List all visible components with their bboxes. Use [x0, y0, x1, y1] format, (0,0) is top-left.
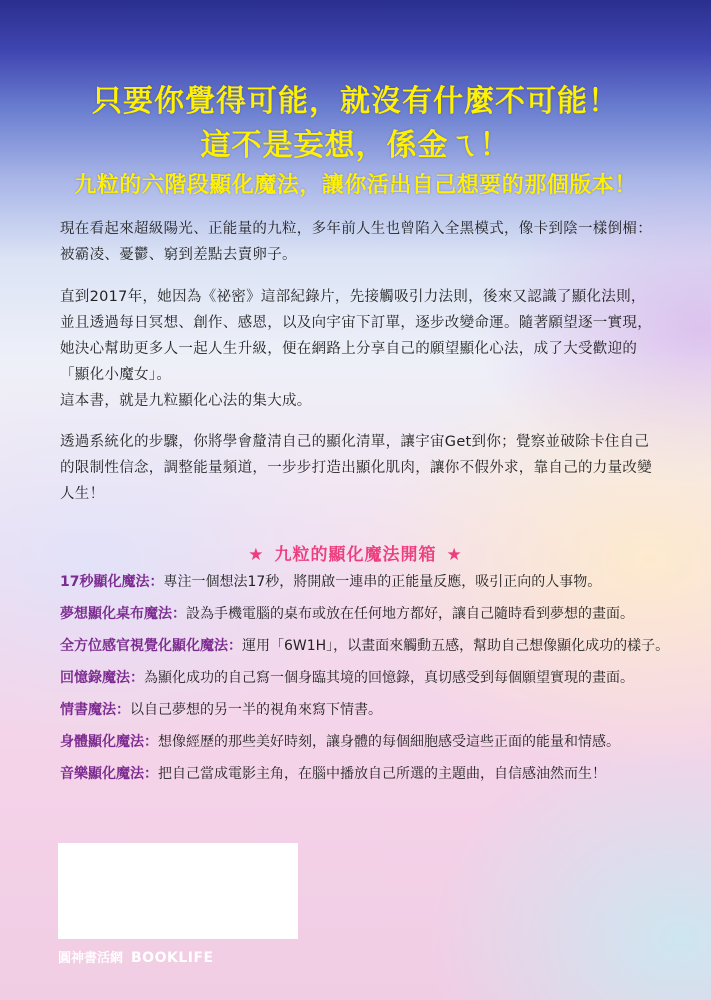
method-name: 身體顯化魔法： — [60, 734, 158, 750]
section-title — [0, 540, 711, 565]
booklife-logo: BOOKLIFE — [131, 950, 214, 966]
intro-paragraph: 現在看起來超級陽光、正能量的九粒，多年前人生也曾陷入全黑模式，像卡到陰一樣倒楣：被霸凌、憂鬱、窮到差點去賣卵子。 — [60, 221, 652, 263]
summary-paragraph: 這本書，就是九粒顯化心法的集大成。 — [60, 393, 312, 409]
story-paragraph: 直到2017年，她因為《祕密》這部紀錄片，先接觸吸引力法則，後來又認識了顯化法則，並且透過每日冥想、創作、感恩，以及向宇宙下訂單，逐步改變命運。隨著願望逐一實現，她決心幫助更多人一起人生升級，便在網路上分享自己的願望顯化心法，成了大受歡迎的「顯化小魔女」。 — [60, 289, 652, 383]
method-desc: 把自己當成電影主角，在腦中播放自己所選的主題曲，自信感油然而生！ — [158, 766, 606, 782]
method-desc: 以自己夢想的另一半的視角來寫下情書。 — [130, 702, 382, 718]
method-item — [60, 700, 680, 732]
method-name: 情書魔法： — [60, 702, 130, 718]
method-item — [60, 732, 680, 764]
publisher-name: 圓神書活網 — [58, 951, 124, 966]
method-item — [60, 572, 680, 604]
star-icon: ★ — [248, 545, 265, 565]
benefit-paragraph: 透過系統化的步驟，你將學會釐清自己的顯化清單，讓宇宙Get到你；覺察並破除卡住自己的限制性信念，調整能量頻道，一步步打造出顯化肌肉，讓你不假外求，靠自己的力量改變人生！ — [60, 434, 652, 502]
method-item — [60, 668, 680, 700]
method-desc: 專注一個想法17秒，將開啟一連串的正能量反應，吸引正向的人事物。 — [163, 574, 602, 590]
section-title-text: 九粒的顯化魔法開箱 — [274, 545, 437, 565]
star-icon: ★ — [446, 545, 463, 565]
method-desc: 想像經歷的那些美好時刻，讓身體的每個細胞感受這些正面的能量和情感。 — [158, 734, 620, 750]
headline-secondary: 這不是妄想，係金ㄟ！ — [200, 128, 511, 163]
method-desc: 為顯化成功的自己寫一個身臨其境的回憶錄，真切感受到每個願望實現的畫面。 — [144, 670, 634, 686]
headline-main: 只要你覺得可能，就沒有什麼不可能！ — [92, 84, 619, 119]
method-desc: 設為手機電腦的桌布或放在任何地方都好，讓自己隨時看到夢想的畫面。 — [186, 606, 634, 622]
publisher-footer — [58, 947, 214, 966]
method-list — [60, 572, 680, 796]
method-item — [60, 636, 680, 668]
method-name: 夢想顯化桌布魔法： — [60, 606, 186, 622]
method-item — [60, 764, 680, 796]
method-name: 全方位感官視覺化顯化魔法： — [60, 638, 242, 654]
barcode-area — [58, 843, 298, 939]
method-name: 回憶錄魔法： — [60, 670, 144, 686]
method-item — [60, 604, 680, 636]
method-desc: 運用「6W1H」，以畫面來觸動五感，幫助自己想像顯化成功的樣子。 — [242, 638, 670, 654]
headline-tagline: 九粒的六階段顯化魔法，讓你活出自己想要的那個版本！ — [74, 173, 637, 198]
method-name: 音樂顯化魔法： — [60, 766, 158, 782]
method-name: 17秒顯化魔法： — [60, 574, 164, 590]
